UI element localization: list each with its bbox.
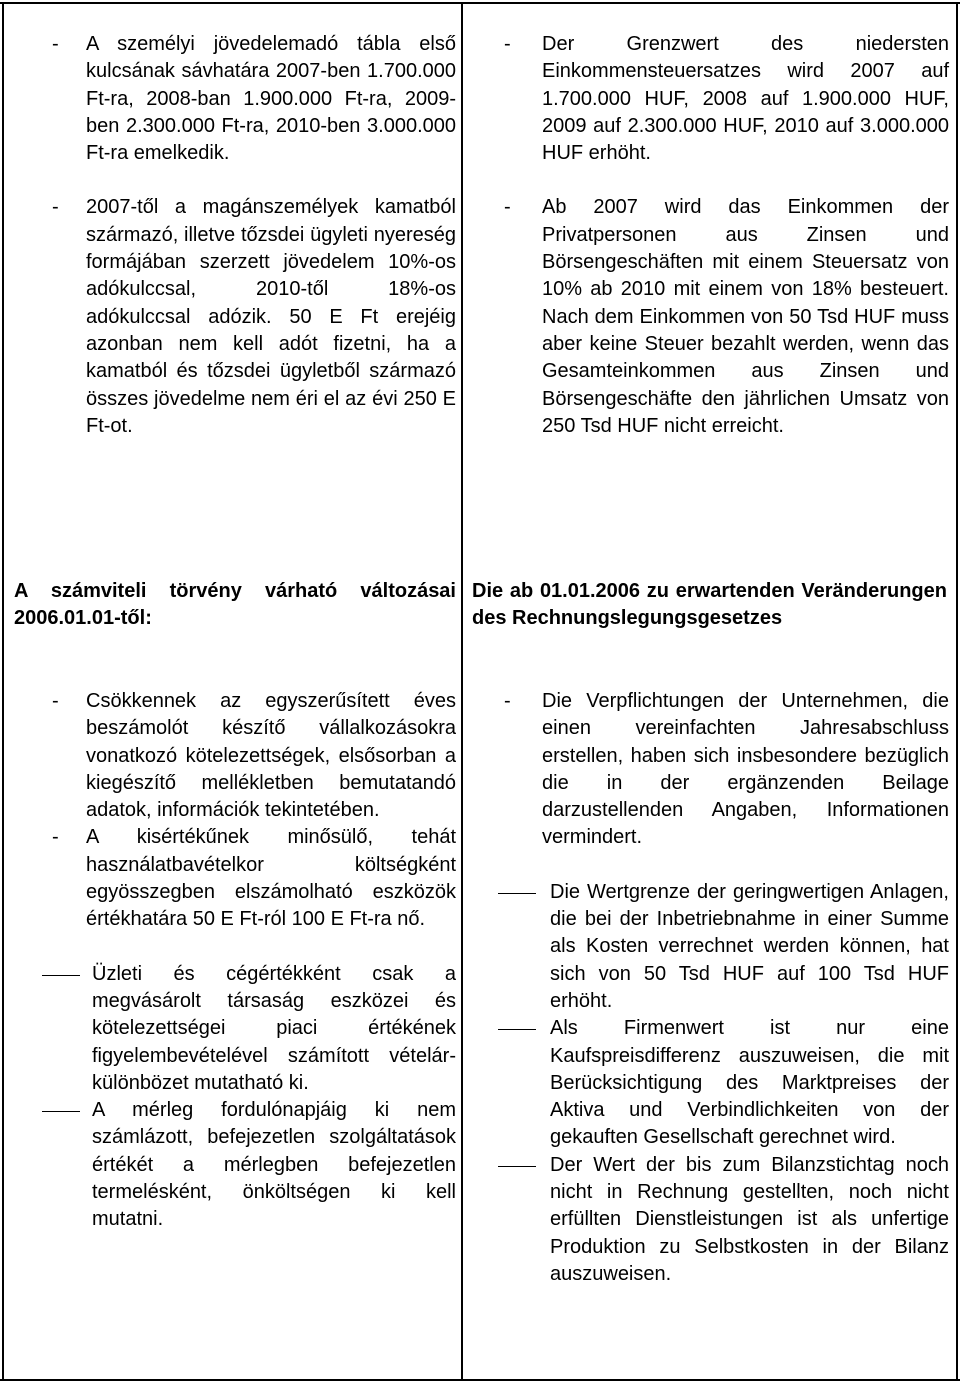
emdash-marker <box>42 1111 80 1112</box>
heading-right-cell <box>472 578 947 632</box>
list-item-text: Der Grenzwert des niedersten Einkommensteuersatzes wird 2007 auf 1.700.000 HUF, 2008 auf 1.900.000 HUF, 2009 auf 2.300.000 HUF, 2010 auf 3.000.000 HUF erhöht. <box>542 33 949 165</box>
emdash-marker <box>498 1029 536 1030</box>
dash-marker: - <box>52 826 59 849</box>
list-item-text: Die Wertgrenze der geringwertigen Anlagen, die bei der Inbetriebnahme in einer Summe als Kosten verrechnet werden können, hat sich von 50 Tsd HUF auf 100 Tsd HUF erhöht. <box>550 880 949 1012</box>
emdash-marker <box>498 1166 536 1167</box>
top-left-cell <box>14 31 456 440</box>
dash-marker: - <box>52 196 59 219</box>
dash-marker: - <box>504 33 511 55</box>
list-item-text: A kisértékűnek minősülő, tehát használatbavételkor költségként egyösszegben elszámolható eszközök értékhatára 50 E Ft-ról 100 E Ft-ra nő. <box>86 826 456 931</box>
list-item <box>472 194 949 440</box>
table-border-top <box>0 2 960 4</box>
list-item <box>14 1097 456 1233</box>
list-item-text: 2007-től a magánszemélyek kamatból származó, illetve tőzsdei ügyleti nyereség formájában szerzett jövedelem 10%-os adókulccsal, 2010-től 18%-os adókulccsal adózik. 50 E Ft erejéig azonban nem kell adót fizetni, ha a kamatból és tőzsdei ügyletből származó összes jövedelme nem éri el az évi 250 E Ft-ot. <box>86 196 456 437</box>
list-item <box>14 824 456 933</box>
list-item-text: Als Firmenwert ist nur eine Kaufspreisdifferenz auszuweisen, die mit Berücksichtigung des Marktpreises der Aktiva und Verbindlichkeiten von der gekauften Gesellschaft gerechnet wird. <box>550 1017 949 1149</box>
emdash-marker <box>42 975 80 976</box>
bottom-left-cell <box>14 688 456 1234</box>
section-heading: Die ab 01.01.2006 zu erwartenden Veränderungen des Rechnungslegungsgesetzes <box>472 580 947 629</box>
list-item-text: Der Wert der bis zum Bilanzstichtag noch nicht in Rechnung gestellten, noch nicht erfüllten Dienstleistungen ist als unfertige Produktion zu Selbstkosten in der Bilanz auszuweisen. <box>550 1153 949 1285</box>
dash-marker: - <box>504 196 511 219</box>
top-right-cell <box>472 31 949 440</box>
list-item <box>472 879 949 1015</box>
bottom-right-cell <box>472 688 949 1288</box>
table-border-right <box>956 4 958 1379</box>
table-border-left <box>2 4 4 1379</box>
list-item <box>14 688 456 824</box>
list-item-text: Ab 2007 wird das Einkommen der Privatpersonen aus Zinsen und Börsengeschäften mit einem Steuersatz von 10% ab 2010 mit einem von 18% besteuert. Nach dem Einkommen von 50 Tsd HUF muss aber keine Steuer bezahlt werden, wenn das Gesamteinkommen aus Zinsen und Börsengeschäfte den jährlichen Umsatz von 250 Tsd HUF nicht erreicht. <box>542 196 949 437</box>
table-column-divider <box>461 4 463 1379</box>
list-item-text: Üzleti és cégértékként csak a megvásárolt társaság eszközei és kötelezettségei piaci értékének figyelembevételével számított vételár-különbözet mutatható ki. <box>92 962 456 1094</box>
section-heading: A számviteli törvény várható változásai 2006.01.01-től: <box>14 580 456 629</box>
list-item-text: A mérleg fordulónapjáig ki nem számlázott, befejezetlen szolgáltatások értékét a mérlegben befejezetlen termelésként, önköltségen ki kell mutatni. <box>92 1099 456 1231</box>
list-item <box>14 194 456 440</box>
list-item-text: Die Verpflichtungen der Unternehmen, die einen vereinfachten Jahresabschluss erstellen, haben sich insbesondere bezüglich die in der ergänzenden Beilage darzustellenden Angaben, Informationen vermindert. <box>542 690 949 849</box>
list-item <box>472 1015 949 1151</box>
list-item <box>14 961 456 1097</box>
dash-marker: - <box>52 33 59 55</box>
dash-marker: - <box>504 690 511 712</box>
dash-marker: - <box>52 690 59 712</box>
list-item <box>14 31 456 167</box>
list-item-text: A személyi jövedelemadó tábla első kulcsának sávhatára 2007-ben 1.700.000 Ft-ra, 2008-ban 1.900.000 Ft-ra, 2009-ben 2.300.000 Ft-ra, 2010-ben 3.000.000 Ft-ra emelkedik. <box>86 33 456 165</box>
list-item <box>472 688 949 852</box>
list-item <box>472 1152 949 1288</box>
emdash-marker <box>498 893 536 894</box>
list-item-text: Csökkennek az egyszerűsített éves beszámolót készítő vállalkozásokra vonatkozó kötelezettségek, elsősorban a kiegészítő mellékletben bemutatandó adatok, információk tekintetében. <box>86 690 456 822</box>
table-border-bottom <box>0 1379 960 1381</box>
heading-left-cell <box>14 578 456 632</box>
list-item <box>472 31 949 167</box>
